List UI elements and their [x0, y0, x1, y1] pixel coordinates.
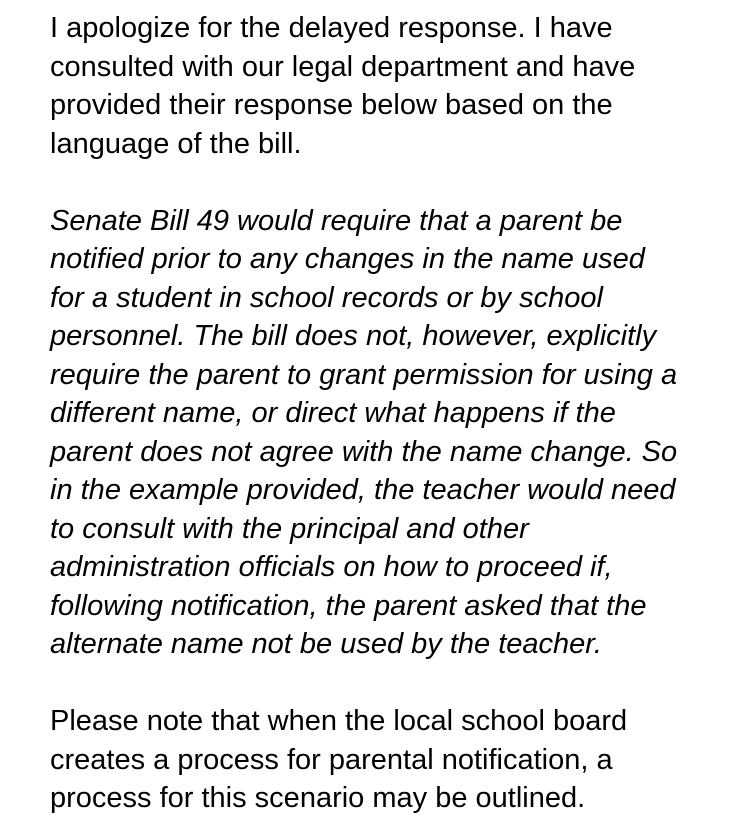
text-line: I apologize for the delayed response. I have — [50, 12, 613, 44]
text-line: administration officials on how to proceed if, — [50, 551, 613, 583]
text-line: provided their response below based on the — [50, 89, 613, 121]
paragraph-legal-response — [50, 202, 710, 664]
text-line: notified prior to any changes in the name used — [50, 243, 645, 275]
text-line: process for this scenario may be outlined. — [50, 782, 586, 814]
text-line: consulted with our legal department and have — [50, 50, 636, 83]
text-line: for a student in school records or by school — [50, 281, 603, 314]
text-line: different name, or direct what happens if the — [50, 397, 616, 429]
paragraph-intro — [50, 9, 710, 163]
text-line: Senate Bill 49 would require that a parent be — [50, 204, 623, 237]
text-line: parent does not agree with the name change. So — [50, 435, 678, 468]
text-line: to consult with the principal and other — [50, 512, 529, 545]
text-line: creates a process for parental notification, a — [50, 743, 613, 776]
text-line: alternate name not be used by the teacher. — [50, 628, 602, 660]
text-line: in the example provided, the teacher would need — [50, 474, 676, 506]
text-line: require the parent to grant permission for using a — [50, 358, 678, 391]
paragraph-closing — [50, 702, 710, 818]
text-line: personnel. The bill does not, however, explicitly — [50, 320, 657, 352]
text-line: Please note that when the local school board — [50, 705, 628, 737]
text-line: following notification, the parent asked that the — [50, 589, 647, 622]
text-line: language of the bill. — [50, 127, 302, 160]
